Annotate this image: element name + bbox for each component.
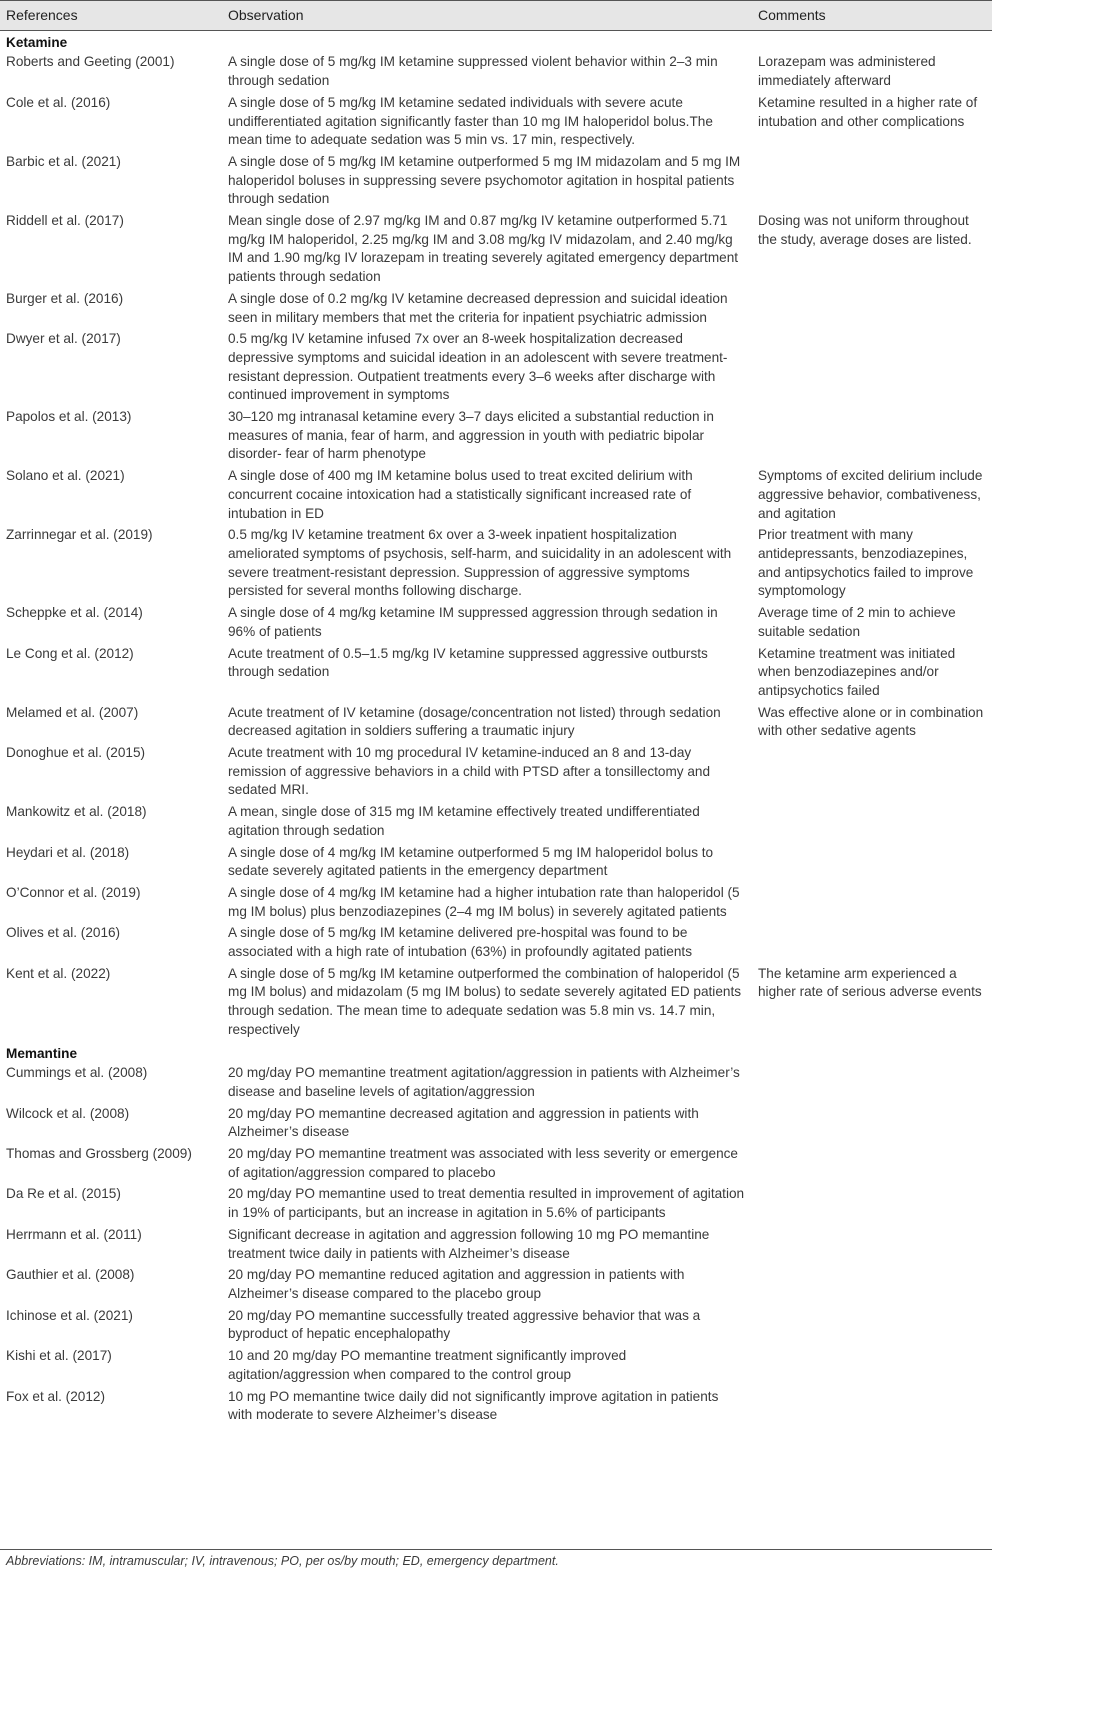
comment-cell: Average time of 2 min to achieve suitable sedation — [758, 605, 956, 639]
table-row — [0, 1184, 992, 1224]
reference-cell: Ichinose et al. (2021) — [6, 1307, 133, 1323]
comment-cell — [752, 802, 992, 842]
comment-cell — [752, 1104, 992, 1144]
comment-cell — [752, 289, 992, 329]
table-row — [0, 703, 992, 743]
observation-cell: Mean single dose of 2.97 mg/kg IM and 0.87 mg/kg IV ketamine outperformed 5.71 mg/kg IM haloperidol, 2.25 mg/kg IM and 3.08 mg/kg IV midazolam, and 2.40 mg/kg IM and 1.90 mg/kg IV lorazepam in treating severely agitated emergency department patients through sedation — [228, 213, 739, 285]
comment-cell — [752, 1346, 992, 1386]
reference-cell: Le Cong et al. (2012) — [6, 645, 134, 661]
observation-cell: A single dose of 5 mg/kg IM ketamine outperformed 5 mg IM midazolam and 5 mg IM haloperidol boluses in suppressing severe psychomotor agitation in hospital patients through sedation — [228, 153, 741, 207]
observation-cell: 10 and 20 mg/day PO memantine treatment significantly improved agitation/aggression when compared to the control group — [228, 1348, 627, 1382]
comment-cell — [752, 1063, 992, 1103]
reference-cell: Zarrinnegar et al. (2019) — [6, 527, 153, 543]
reference-cell: Scheppke et al. (2014) — [6, 605, 143, 621]
reference-cell: Gauthier et al. (2008) — [6, 1267, 135, 1283]
observation-cell: 20 mg/day PO memantine treatment was associated with less severity or emergence of agitation/aggression compared to placebo — [228, 1146, 738, 1180]
table-header-row — [0, 1, 992, 31]
comment-cell — [752, 1387, 992, 1427]
reference-cell: Riddell et al. (2017) — [6, 213, 124, 229]
table-row — [0, 329, 992, 407]
comment-cell — [752, 1306, 992, 1346]
section-header-row — [0, 30, 992, 52]
table-row — [0, 1346, 992, 1386]
observation-cell: A single dose of 4 mg/kg IM ketamine outperformed 5 mg IM haloperidol bolus to sedate severely agitated patients in the emergency department — [228, 844, 714, 879]
reference-cell: Kent et al. (2022) — [6, 965, 111, 981]
comment-cell: The ketamine arm experienced a higher rate of serious adverse events — [758, 965, 982, 1000]
reference-cell: Heydari et al. (2018) — [6, 844, 130, 860]
reference-cell: Thomas and Grossberg (2009) — [6, 1146, 192, 1162]
section-title: Memantine — [6, 1045, 78, 1061]
comment-cell: Ketamine treatment was initiated when benzodiazepines and/or antipsychotics failed — [758, 645, 956, 698]
comment-cell — [752, 1265, 992, 1305]
comment-cell: Ketamine resulted in a higher rate of intubation and other complications — [758, 94, 978, 129]
observation-cell: 30–120 mg intranasal ketamine every 3–7 days elicited a substantial reduction in measures of mania, fear of harm, and aggression in youth with pediatric bipolar disorder- fear of harm phenotype — [228, 409, 714, 462]
comment-cell — [752, 1144, 992, 1184]
observation-cell: 0.5 mg/kg IV ketamine treatment 6x over a 3-week inpatient hospitalization ameliorated symptoms of psychosis, self-harm, and suicidality in an adolescent with severe treatment-resistant depression. Suppression of aggressive symptoms persisted for several months following discharge. — [228, 527, 732, 599]
table-row — [0, 1144, 992, 1184]
comment-cell — [752, 923, 992, 963]
comment-cell: Was effective alone or in combination with other sedative agents — [758, 704, 984, 739]
table-row — [0, 93, 992, 152]
observation-cell: A single dose of 400 mg IM ketamine bolus used to treat excited delirium with concurrent cocaine intoxication had a statistically significant increased rate of intubation in ED — [228, 468, 693, 521]
observation-cell: A single dose of 0.2 mg/kg IV ketamine decreased depression and suicidal ideation seen in military members that met the criteria for inpatient psychiatric admission — [228, 290, 728, 325]
reference-cell: Barbic et al. (2021) — [6, 153, 121, 169]
observation-cell: Significant decrease in agitation and aggression following 10 mg PO memantine treatment twice daily in patients with Alzheimer’s disease — [228, 1226, 710, 1261]
table-row — [0, 743, 992, 802]
reference-cell: Herrmann et al. (2011) — [6, 1226, 142, 1242]
table-row — [0, 923, 992, 963]
observation-cell: A single dose of 5 mg/kg IM ketamine suppressed violent behavior within 2–3 min through sedation — [228, 54, 718, 89]
comment-cell — [752, 1225, 992, 1265]
table-row — [0, 211, 992, 289]
comment-cell — [752, 883, 992, 923]
reference-cell: Cole et al. (2016) — [6, 94, 111, 110]
table-row — [0, 883, 992, 923]
comment-cell: Dosing was not uniform throughout the study, average doses are listed. — [758, 213, 972, 247]
table-row — [0, 644, 992, 703]
reference-cell: Melamed et al. (2007) — [6, 704, 139, 720]
observation-cell: A single dose of 5 mg/kg IM ketamine sedated individuals with severe acute undifferentiated agitation significantly faster than 10 mg IM haloperidol bolus.The mean time to adequate sedation was 5 min vs. 17 min, respectively. — [228, 94, 713, 148]
table-row — [0, 802, 992, 842]
comment-cell — [752, 843, 992, 883]
table-row — [0, 152, 992, 211]
table-row — [0, 843, 992, 883]
reference-cell: Dwyer et al. (2017) — [6, 331, 121, 347]
observation-cell: A single dose of 5 mg/kg IM ketamine delivered pre-hospital was found to be associated with a high rate of intubation (63%) in profoundly agitated patients — [228, 925, 692, 960]
observation-cell: 20 mg/day PO memantine reduced agitation and aggression in patients with Alzheimer’s disease compared to the placebo group — [228, 1267, 685, 1301]
reference-cell: Papolos et al. (2013) — [6, 409, 132, 425]
observation-cell: A single dose of 4 mg/kg ketamine IM suppressed aggression through sedation in 96% of patients — [228, 605, 718, 639]
reference-cell: O’Connor et al. (2019) — [6, 884, 141, 900]
reference-cell: Donoghue et al. (2015) — [6, 745, 146, 761]
table-row — [0, 466, 992, 525]
observation-cell: Acute treatment of 0.5–1.5 mg/kg IV ketamine suppressed aggressive outbursts through sedation — [228, 645, 708, 680]
table-body — [0, 30, 992, 1427]
table-row — [0, 52, 992, 92]
observation-cell: 20 mg/day PO memantine treatment agitation/aggression in patients with Alzheimer’s disease and baseline levels of agitation/aggression — [228, 1065, 740, 1099]
reference-cell: Burger et al. (2016) — [6, 290, 124, 306]
table-row — [0, 1306, 992, 1346]
observation-cell: A mean, single dose of 315 mg IM ketamine effectively treated undifferentiated agitation through sedation — [228, 804, 700, 838]
observation-cell: A single dose of 5 mg/kg IM ketamine outperformed the combination of haloperidol (5 mg IM bolus) and midazolam (5 mg IM bolus) to sedate severely agitated ED patients through sedation. The mean time to adequate sedation was 5.8 min vs. 14.7 min, respectively — [228, 965, 742, 1037]
table-footnote: Abbreviations: IM, intramuscular; IV, intravenous; PO, per os/by mouth; ED, emergency department. — [0, 1549, 992, 1571]
comment-cell — [752, 1184, 992, 1224]
reference-cell: Olives et al. (2016) — [6, 925, 121, 941]
table-row — [0, 1104, 992, 1144]
reference-cell: Kishi et al. (2017) — [6, 1348, 112, 1364]
comment-cell — [752, 329, 992, 407]
reference-cell: Da Re et al. (2015) — [6, 1186, 121, 1202]
reference-cell: Wilcock et al. (2008) — [6, 1105, 130, 1121]
comment-cell: Lorazepam was administered immediately afterward — [758, 54, 936, 89]
table-row — [0, 525, 992, 603]
observation-cell: 10 mg PO memantine twice daily did not significantly improve agitation in patients with moderate to severe Alzheimer’s disease — [228, 1388, 719, 1423]
observation-cell: 20 mg/day PO memantine used to treat dementia resulted in improvement of agitation in 19% of participants, but an increase in agitation in 5.6% of participants — [228, 1186, 745, 1221]
table-row — [0, 964, 992, 1042]
table-row — [0, 407, 992, 466]
table-row — [0, 1063, 992, 1103]
observation-cell: 0.5 mg/kg IV ketamine infused 7x over an 8-week hospitalization decreased depressive symptoms and suicidal ideation in an adolescent with severe treatment-resistant depression. Outpatient treatments every 3–6 weeks after discharge with continued improvement in symptoms — [228, 331, 728, 403]
comment-cell — [752, 743, 992, 802]
comment-cell: Prior treatment with many antidepressants, benzodiazepines, and antipsychotics failed to improve symptomology — [758, 527, 974, 599]
table-row — [0, 603, 992, 643]
reference-cell: Solano et al. (2021) — [6, 468, 125, 484]
reference-cell: Mankowitz et al. (2018) — [6, 804, 147, 820]
observation-cell: Acute treatment of IV ketamine (dosage/concentration not listed) through sedation decreased agitation in soldiers suffering a traumatic injury — [228, 704, 721, 739]
observation-cell: 20 mg/day PO memantine decreased agitation and aggression in patients with Alzheimer’s disease — [228, 1105, 699, 1140]
observation-cell: A single dose of 4 mg/kg IM ketamine had a higher intubation rate than haloperidol (5 mg IM bolus) plus benzodiazepines (2–4 mg IM bolus) in severely agitated patients — [228, 884, 740, 919]
table-row — [0, 1387, 992, 1427]
observation-cell: Acute treatment with 10 mg procedural IV ketamine-induced an 8 and 13-day remission of aggressive behaviors in a child with PTSD after a tonsillectomy and sedated MRI. — [228, 745, 711, 798]
reference-cell: Fox et al. (2012) — [6, 1388, 105, 1404]
section-title: Ketamine — [6, 34, 68, 50]
comment-cell — [752, 152, 992, 211]
table-row — [0, 289, 992, 329]
header-references: References — [0, 1, 222, 31]
section-header-row — [0, 1042, 992, 1064]
table-row — [0, 1225, 992, 1265]
header-observation: Observation — [222, 1, 752, 31]
comment-cell — [752, 407, 992, 466]
observation-cell: 20 mg/day PO memantine successfully treated aggressive behavior that was a byproduct of hepatic encephalopathy — [228, 1307, 701, 1342]
table-row — [0, 1265, 992, 1305]
reference-cell: Roberts and Geeting (2001) — [6, 54, 175, 70]
reference-cell: Cummings et al. (2008) — [6, 1065, 148, 1081]
comment-cell: Symptoms of excited delirium include aggressive behavior, combativeness, and agitation — [758, 468, 983, 521]
header-comments: Comments — [752, 1, 992, 31]
